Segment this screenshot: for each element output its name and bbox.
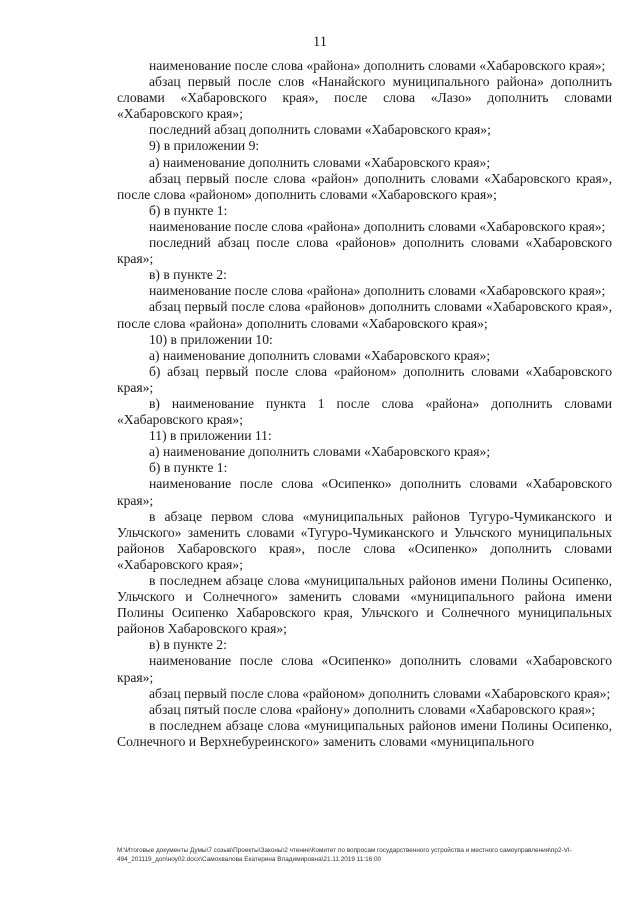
- paragraph: наименование после слова «Осипенко» дополнить словами «Хабаровского края»;: [117, 476, 612, 508]
- paragraph: 9) в приложении 9:: [149, 138, 260, 154]
- file-path-footer: M:\Итоговые документы Думы\7 созыв\Проекты\Законы\2 чтение\Комитет по вопросам государственного устройства и местного самоуправления\пр2-VI-494_201119_доп\ноу02.docx\Самохвалова Екатерина Владимировна\21.11.2019 11:16:00: [117, 847, 572, 863]
- paragraph: в абзаце первом слова «муниципальных районов Тугуро-Чумиканского и Ульчского» заменить словами «Тугуро-Чумиканского и Ульчского муниципальных районов Хабаровского края», после слова «Осипенко» дополнить словами «Хабаровского края»;: [117, 508, 612, 572]
- paragraph: наименование после слова «района» дополнить словами «Хабаровского края»;: [149, 58, 606, 73]
- paragraph: наименование после слова «Осипенко» дополнить словами «Хабаровского края»;: [117, 653, 612, 685]
- paragraph: 10) в приложении 10:: [149, 331, 273, 347]
- page-number: 11: [313, 34, 327, 50]
- paragraph: 11) в приложении 11:: [149, 428, 272, 444]
- paragraph: б) в пункте 1:: [149, 202, 228, 218]
- paragraph: абзац первый после слова «район» дополнить словами «Хабаровского края», после слова «районом» дополнить словами «Хабаровского края»;: [117, 170, 612, 202]
- paragraph: в последнем абзаце слова «муниципальных районов имени Полины Осипенко, Солнечного и Верхнебуреинского» заменить словами «муниципального: [117, 717, 612, 749]
- paragraph: абзац первый после слов «Нанайского муниципального района» дополнить словами «Хабаровского края», после слова «Лазо» дополнить словами «Хабаровского края»;: [117, 74, 612, 122]
- paragraph: а) наименование дополнить словами «Хабаровского края»;: [149, 444, 491, 460]
- paragraph: наименование после слова «района» дополнить словами «Хабаровского края»;: [149, 283, 606, 299]
- paragraph: а) наименование дополнить словами «Хабаровского края»;: [149, 154, 491, 170]
- paragraph: наименование после слова «района» дополнить словами «Хабаровского края»;: [149, 218, 606, 234]
- paragraph: б) абзац первый после слова «районом» дополнить словами «Хабаровского края»;: [117, 363, 612, 395]
- paragraph: б) в пункте 1:: [149, 460, 228, 476]
- document-body: [117, 58, 612, 750]
- paragraph: а) наименование дополнить словами «Хабаровского края»;: [149, 347, 491, 363]
- paragraph: в) наименование пункта 1 после слова «района» дополнить словами «Хабаровского края»;: [117, 395, 612, 428]
- paragraph: в последнем абзаце слова «муниципальных районов имени Полины Осипенко, Ульчского и Солнечного» заменить словами «муниципального района имени Полины Осипенко Хабаровского края, Ульчского и Солнечного муниципальных районов Хабаровского края»;: [117, 573, 612, 637]
- paragraph: абзац пятый после слова «району» дополнить словами «Хабаровского края»;: [149, 701, 596, 717]
- paragraph: последний абзац дополнить словами «Хабаровского края»;: [149, 122, 491, 138]
- paragraph: в) в пункте 2:: [149, 637, 227, 653]
- paragraph: абзац первый после слова «районом» дополнить словами «Хабаровского края»;: [149, 685, 611, 701]
- paragraph: последний абзац после слова «районов» дополнить словами «Хабаровского края»;: [117, 235, 612, 267]
- paragraph: абзац первый после слова «районов» дополнить словами «Хабаровского края», после слова «района» дополнить словами «Хабаровского края»;: [117, 299, 612, 331]
- paragraph: в) в пункте 2:: [149, 267, 227, 283]
